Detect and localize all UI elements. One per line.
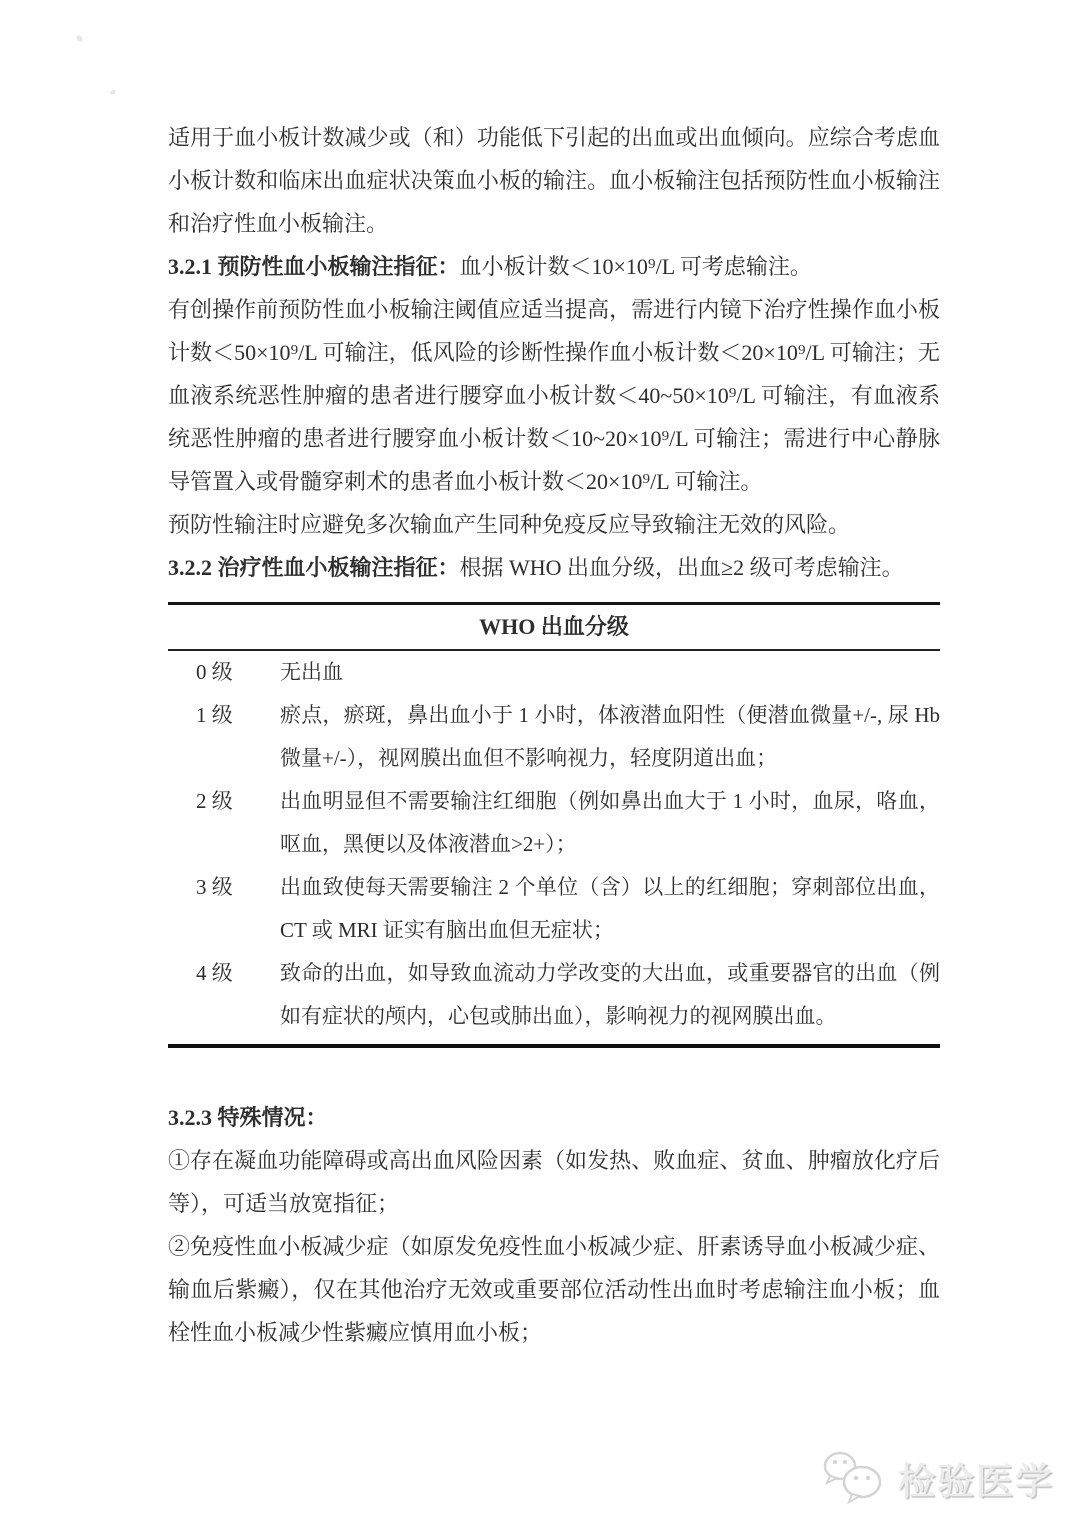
section-323 <box>168 1096 940 1354</box>
section-322-heading: 3.2.2 治疗性血小板输注指征： <box>168 555 460 580</box>
section-323-item1: ①存在凝血功能障碍或高出血风险因素（如发热、败血症、贫血、肿瘤放化疗后等），可适当放宽指征； <box>168 1148 940 1216</box>
table-row <box>168 651 940 694</box>
description-cell: 瘀点，瘀斑，鼻出血小于 1 小时，体液潜血阳性（便潜血微量+/-, 尿 Hb 微量+/-），视网膜出血但不影响视力，轻度阴道出血； <box>280 703 940 770</box>
section-323-item2: ②免疫性血小板减少症（如原发免疫性血小板减少症、肝素诱导血小板减少症、输血后紫癜），仅在其他治疗无效或重要部位活动性出血时考虑输注血小板；血栓性血小板减少性紫癜应慎用血小板； <box>168 1234 940 1345</box>
section-321-heading-line <box>168 245 940 288</box>
grade-cell: 3 级 <box>196 875 233 899</box>
section-321-body: 有创操作前预防性血小板输注阈值应适当提高，需进行内镜下治疗性操作血小板计数＜50×10⁹/L 可输注，低风险的诊断性操作血小板计数＜20×10⁹/L 可输注；无血液系统恶性肿瘤的患者进行腰穿血小板计数＜40~50×10⁹/L 可输注，有血液系统恶性肿瘤的患者进行腰穿血小板计数＜10~20×10⁹/L 可输注；需进行中心静脉导管置入或骨髓穿刺术的患者血小板计数＜20×10⁹/L 可输注。 <box>168 297 940 494</box>
table-bottom-padding <box>168 1038 940 1044</box>
section-321-note: 预防性输注时应避免多次输血产生同种免疫反应导致输注无效的风险。 <box>168 512 851 537</box>
description-cell: 无出血 <box>280 660 343 684</box>
description-cell: 出血致使每天需要输注 2 个单位（含）以上的红细胞；穿刺部位出血，CT 或 MRI 证实有脑出血但无症状； <box>280 875 940 942</box>
who-bleeding-grade-table <box>168 602 940 1048</box>
table-title: WHO 出血分级 <box>168 605 940 651</box>
grade-cell: 2 级 <box>196 789 233 813</box>
scan-artifact <box>75 34 84 42</box>
section-323-heading: 3.2.3 特殊情况： <box>168 1105 328 1130</box>
watermark <box>818 1449 1054 1507</box>
wechat-icon <box>818 1449 890 1507</box>
table-row <box>168 694 940 780</box>
description-cell: 致命的出血，如导致血流动力学改变的大出血，或重要器官的出血（例如有症状的颅内，心包或肺出血），影响视力的视网膜出血。 <box>280 961 940 1028</box>
table-row <box>168 866 940 952</box>
intro-paragraph: 适用于血小板计数减少或（和）功能低下引起的出血或出血倾向。应综合考虑血小板计数和临床出血症状决策血小板的输注。血小板输注包括预防性血小板输注和治疗性血小板输注。 <box>168 125 940 236</box>
table-row <box>168 952 940 1038</box>
table-row <box>168 780 940 866</box>
grade-cell: 4 级 <box>196 961 233 985</box>
section-322-heading-rest: 根据 WHO 出血分级，出血≥2 级可考虑输注。 <box>459 555 904 580</box>
watermark-label: 检验医学 <box>898 1461 1054 1502</box>
scan-artifact <box>109 89 116 95</box>
page-content <box>168 116 940 1354</box>
section-321-heading-rest: 血小板计数＜10×10⁹/L 可考虑输注。 <box>459 254 812 279</box>
section-321-heading: 3.2.1 预防性血小板输注指征： <box>168 254 460 279</box>
grade-cell: 0 级 <box>196 660 233 684</box>
grade-cell: 1 级 <box>196 703 233 727</box>
description-cell: 出血明显但不需要输注红细胞（例如鼻出血大于 1 小时，血尿，咯血，呕血，黑便以及体液潜血>2+）； <box>280 789 940 856</box>
section-322-heading-line <box>168 546 940 589</box>
